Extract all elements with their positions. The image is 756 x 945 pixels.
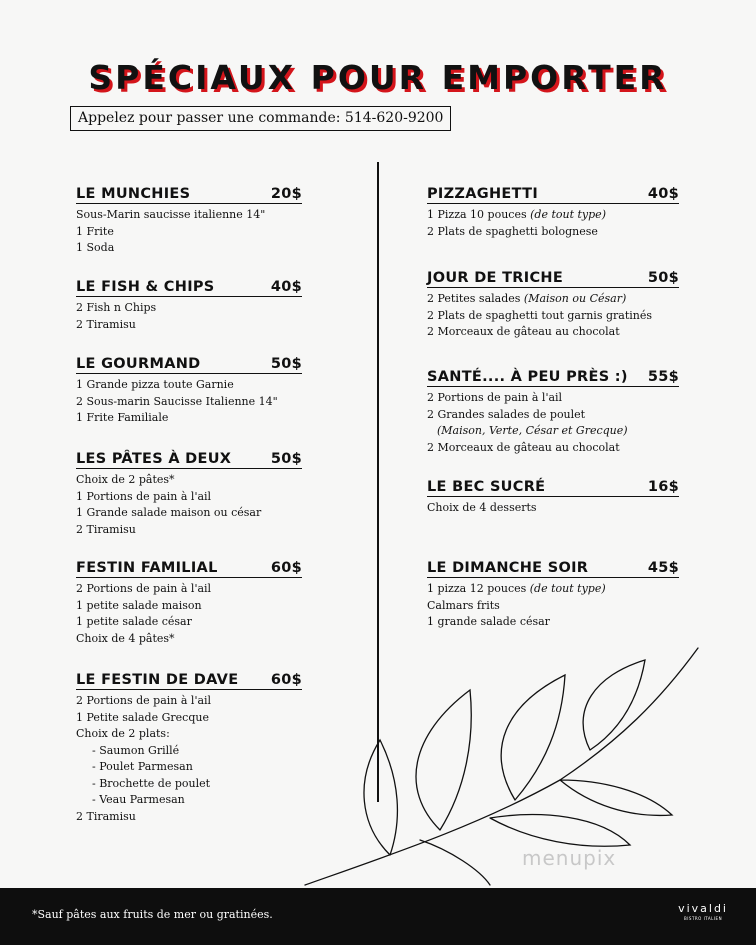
item-price: 16$ <box>647 479 679 495</box>
item-line: 2 Tiramisu <box>76 522 136 536</box>
menu-item-jour-de-triche <box>427 270 679 341</box>
leaf-illustration <box>300 640 710 890</box>
menu-item-pizzaghetti <box>427 186 679 240</box>
menu-item-les-pates-a-deux <box>76 451 302 538</box>
item-line: Choix de 4 pâtes* <box>76 631 175 645</box>
item-line: 2 Fish n Chips <box>76 301 157 314</box>
item-line-text: 1 Pizza 10 pouces <box>427 208 531 221</box>
item-name: LE BEC SUCRÉ <box>427 479 546 495</box>
item-name: LE FESTIN DE DAVE <box>76 672 239 688</box>
item-line <box>427 207 679 224</box>
item-name: LE DIMANCHE SOIR <box>427 560 589 576</box>
item-price: 50$ <box>270 451 302 467</box>
item-subline: - Veau Parmesan <box>92 793 185 806</box>
item-line: 2 Morceaux de gâteau au chocolat <box>427 440 620 454</box>
item-price: 40$ <box>647 186 679 202</box>
item-line: 2 Plats de spaghetti tout garnis gratinés <box>427 308 653 322</box>
item-subline: - Brochette de poulet <box>92 776 211 790</box>
leaf-7 <box>420 840 490 885</box>
menu-item-le-festin-de-dave <box>76 672 302 825</box>
menu-item-le-dimanche-soir <box>427 560 679 631</box>
item-line: 1 petite salade césar <box>76 615 192 628</box>
item-line: 2 Portions de pain à l'ail <box>427 391 563 404</box>
brand-logo <box>678 902 728 921</box>
leaf-4 <box>364 740 397 855</box>
item-name: LE MUNCHIES <box>76 186 191 202</box>
item-name: LE FISH & CHIPS <box>76 279 215 295</box>
item-price: 20$ <box>270 186 302 202</box>
item-line-text: 1 pizza 12 pouces <box>427 582 530 595</box>
item-price: 40$ <box>270 279 302 295</box>
item-price: 60$ <box>270 672 302 688</box>
leaf-5 <box>490 815 630 847</box>
item-line: 1 Portions de pain à l'ail <box>76 489 212 503</box>
item-line: 2 Morceaux de gâteau au chocolat <box>427 325 620 338</box>
item-name: JOUR DE TRICHE <box>427 270 564 286</box>
item-line <box>427 291 679 308</box>
brand-subtitle: BISTRO ITALIEN <box>683 916 723 921</box>
item-line: Sous-Marin saucisse italienne 14" <box>76 208 266 221</box>
menu-item-le-munchies <box>76 186 302 257</box>
item-line: 2 Sous-marin Saucisse Italienne 14" <box>76 394 278 408</box>
item-line: 1 petite salade maison <box>76 598 202 612</box>
item-line: 2 Tiramisu <box>76 809 136 823</box>
item-line: Choix de 4 desserts <box>427 501 537 514</box>
item-name: LES PÂTES À DEUX <box>76 451 232 467</box>
item-line-note: (de tout type) <box>529 582 606 595</box>
item-line <box>427 581 679 598</box>
item-line-note: (Maison ou César) <box>523 292 627 305</box>
leaf-1 <box>416 690 471 830</box>
footnote: *Sauf pâtes aux fruits de mer ou gratinées. <box>32 908 273 921</box>
item-price: 60$ <box>270 560 302 576</box>
menu-item-le-bec-sucre <box>427 479 679 517</box>
menu-item-sante-a-peu-pres <box>427 369 679 456</box>
item-subline: - Poulet Parmesan <box>92 760 193 773</box>
item-name: LE GOURMAND <box>76 356 201 372</box>
item-price: 50$ <box>647 270 679 286</box>
item-price: 55$ <box>647 369 679 385</box>
item-line: 2 Portions de pain à l'ail <box>76 582 212 595</box>
menu-item-le-fish-chips <box>76 279 302 333</box>
leaf-3 <box>583 660 645 750</box>
leaf-6 <box>560 780 672 815</box>
footer-bar <box>0 888 756 945</box>
item-line: 1 Soda <box>76 241 115 254</box>
item-line-note: (Maison, Verte, César et Grecque) <box>437 424 628 437</box>
item-line: 1 grande salade césar <box>427 615 550 628</box>
item-name: PIZZAGHETTI <box>427 186 539 202</box>
item-line: 2 Grandes salades de poulet <box>427 407 586 421</box>
item-line: Choix de 2 plats: <box>76 727 170 740</box>
watermark: menupix <box>522 846 617 870</box>
item-name: SANTÉ.... À PEU PRÈS :) <box>427 369 628 385</box>
item-line: 2 Portions de pain à l'ail <box>76 694 212 707</box>
item-line: 1 Grande pizza toute Garnie <box>76 378 234 391</box>
item-price: 50$ <box>270 356 302 372</box>
item-line: 2 Plats de spaghetti bolognese <box>427 224 598 238</box>
menu-item-festin-familial <box>76 560 302 647</box>
phone-order-box: Appelez pour passer une commande: 514-620-9200 <box>70 106 451 131</box>
brand-name: vivaldi <box>678 902 728 915</box>
item-line: 1 Grande salade maison ou césar <box>76 506 262 519</box>
item-line-text: 2 Petites salades <box>427 292 524 305</box>
leaf-2 <box>501 675 565 800</box>
item-line: 1 Petite salade Grecque <box>76 710 209 724</box>
item-name: FESTIN FAMILIAL <box>76 560 218 576</box>
item-line: Calmars frits <box>427 598 500 612</box>
item-price: 45$ <box>647 560 679 576</box>
menu-item-le-gourmand <box>76 356 302 427</box>
item-line: 1 Frite Familiale <box>76 411 169 424</box>
page-title: SPÉCIAUX POUR EMPORTER <box>88 58 668 97</box>
item-line: 2 Tiramisu <box>76 317 136 331</box>
item-line: Choix de 2 pâtes* <box>76 473 175 486</box>
item-line: 1 Frite <box>76 224 114 238</box>
item-subline: - Saumon Grillé <box>92 743 180 757</box>
item-line-note: (de tout type) <box>530 208 606 221</box>
